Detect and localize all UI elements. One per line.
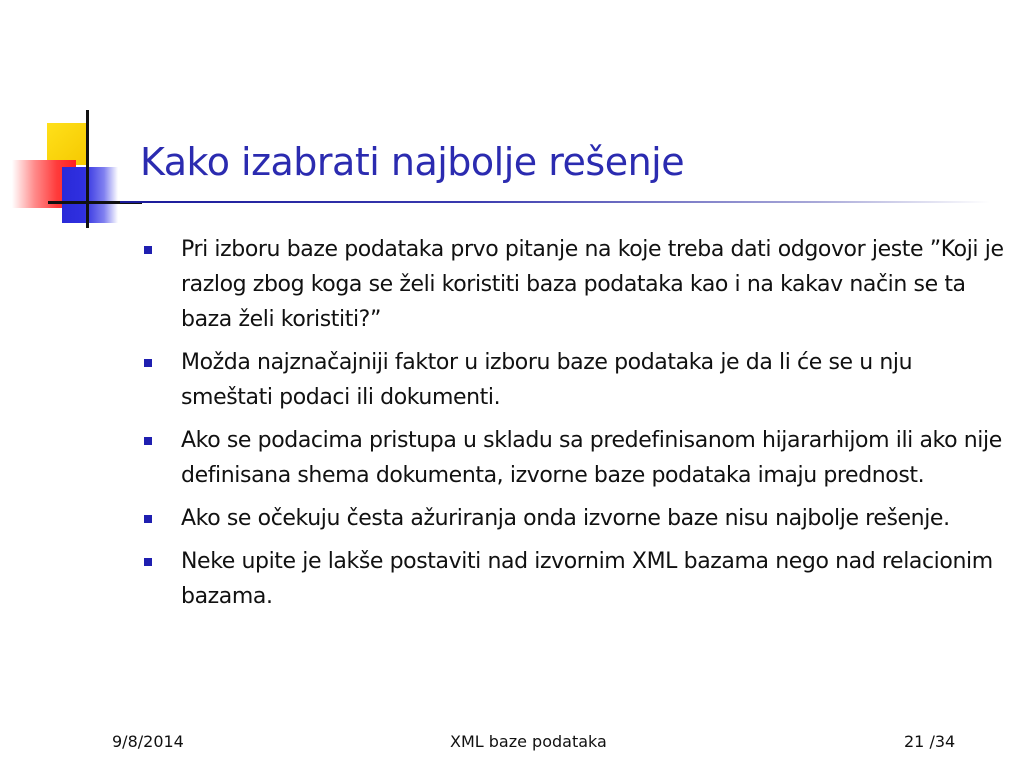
square-bullet-icon [144, 515, 152, 523]
yellow-square-decoration [47, 123, 89, 165]
slide-title: Kako izabrati najbolje rešenje [140, 140, 685, 184]
square-bullet-icon [144, 246, 152, 254]
square-bullet-icon [144, 558, 152, 566]
slide-logo-decoration [0, 0, 150, 240]
bullet-text: Ako se očekuju česta ažuriranja onda izvorne baze nisu najbolje rešenje. [181, 506, 950, 531]
bullet-list [140, 232, 1010, 622]
footer-title: XML baze podataka [450, 732, 607, 751]
bullet-item [140, 345, 1010, 415]
square-bullet-icon [144, 437, 152, 445]
bullet-text: Ako se podacima pristupa u skladu sa predefinisanom hijararhijom ili ako nije definisana shema dokumenta, izvorne baze podataka imaju prednost. [181, 428, 1002, 488]
bullet-item [140, 423, 1010, 493]
bullet-text: Neke upite je lakše postaviti nad izvornim XML bazama nego nad relacionim bazama. [181, 549, 993, 609]
bullet-text: Možda najznačajniji faktor u izboru baze podataka je da li će se u nju smeštati podaci ili dokumenti. [181, 350, 913, 410]
square-bullet-icon [144, 359, 152, 367]
title-underline [120, 201, 990, 203]
bullet-item [140, 544, 1010, 614]
vertical-line-decoration [86, 110, 89, 228]
footer-page-number: 21 /34 [904, 732, 956, 751]
blue-square-decoration [62, 167, 118, 223]
bullet-item [140, 501, 1010, 536]
footer-date: 9/8/2014 [112, 732, 184, 751]
bullet-item [140, 232, 1010, 337]
bullet-text: Pri izboru baze podataka prvo pitanje na koje treba dati odgovor jeste ”Koji je razlog zbog koga se želi koristiti baza podataka kao i na kakav način se ta baza želi koristiti?” [181, 237, 1004, 332]
